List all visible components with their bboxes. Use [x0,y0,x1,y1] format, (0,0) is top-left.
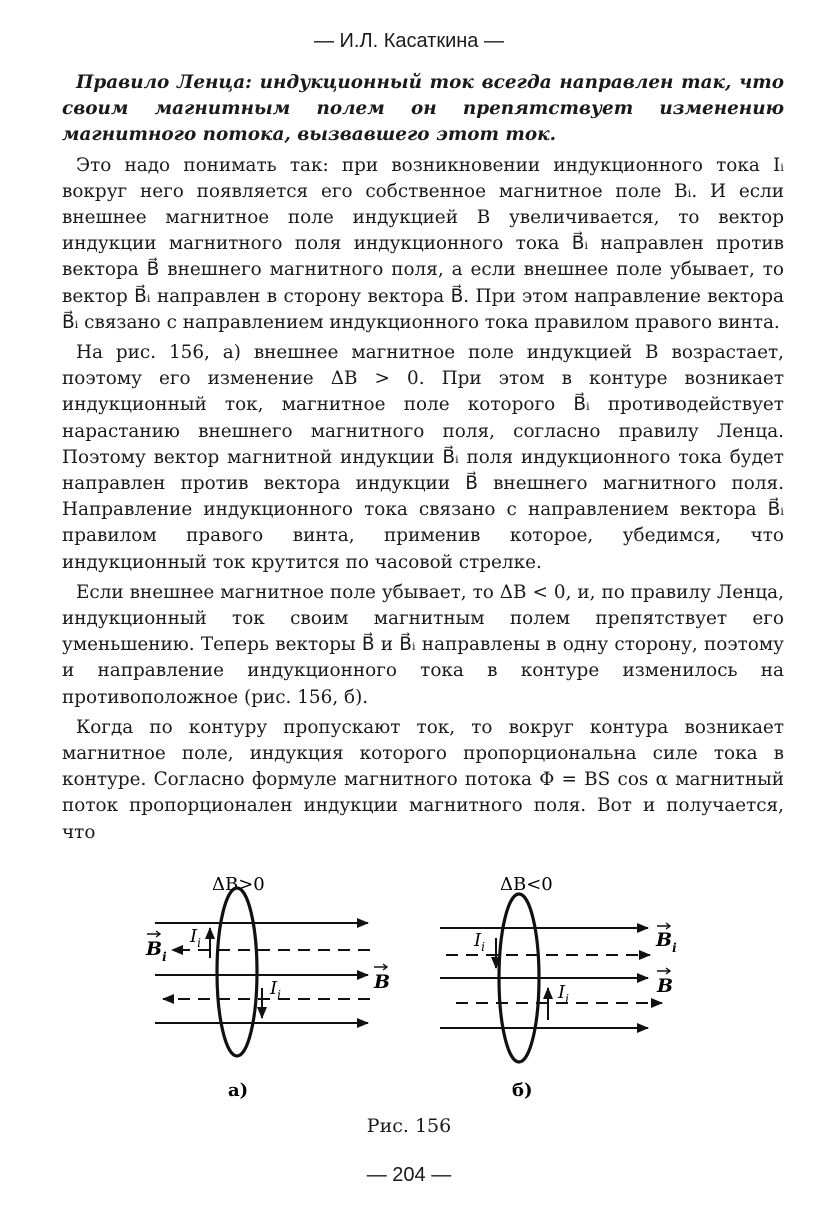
condition-a: ΔB>0 [212,874,265,895]
current-label: $I_i$ [474,930,485,954]
page-number: — 204 — [366,1164,452,1186]
figure-a-label: а) [228,1080,249,1101]
rule-body: : индукционный ток всегда направлен так, что своим магнитным полем он препятствует изменению магнитного потока, вызвавшего этот ток. [62,72,784,146]
conductor-loop [217,888,257,1056]
condition-b: ΔB<0 [500,874,553,895]
current-label: $I_i$ [190,926,201,950]
running-header: — И.Л. Касаткина — [314,30,504,52]
figure-caption: Рис. 156 [366,1115,452,1137]
vector-arrow-icon [147,931,160,937]
lenz-rule-paragraph [62,70,784,149]
induced-field-label: $B_i$ [146,938,167,964]
vector-arrow-icon [374,964,387,970]
paragraph-2: На рис. 156, а) внешнее магнитное поле индукцией B возрастает, поэтому его изменение ΔB > 0. При этом в контуре возникает индукционный ток, магнитное поле которого B⃗ᵢ противодействует нарастанию внешнего магнитного поля, согласно правилу Ленца. Поэтому вектор магнитной индукции B⃗ᵢ поля индукционного тока будет направлен против вектора индукции B⃗ внешнего магнитного поля. Направление индукционного тока связано с направлением вектора B⃗ᵢ правилом правого винта, применив которое, убедимся, что индукционный ток крутится по часовой стрелке. [62,342,784,573]
paragraph-4: Когда по контуру пропускают ток, то вокруг контура возникает магнитное поле, индукция которого пропорциональна силе тока в контуре. Согласно формуле магнитного потока Φ = BS cos α магнитный поток пропорционален индукции магнитного поля. Вот и получается, что [62,716,784,843]
paragraph-3: Если внешнее магнитное поле убывает, то ΔB < 0, и, по правилу Ленца, индукционный ток своим магнитным полем препятствует его уменьшению. Теперь векторы B⃗ и B⃗ᵢ направлены в одну сторону, поэтому и направление индукционного тока в контуре изменилось на противоположное (рис. 156, б). [62,581,784,708]
figure-a [145,874,390,1101]
paragraph-1: Это надо понимать так: при возникновении индукционного тока Iᵢ вокруг него появляется его собственное магнитное поле Bᵢ. И если внешнее магнитное поле индукцией B увеличивается, то вектор индукции магнитного поля индукционного тока B⃗ᵢ направлен против вектора B⃗ внешнего магнитного поля, а если внешнее поле убывает, то вектор B⃗ᵢ направлен в сторону вектора B⃗. При этом направление вектора B⃗ᵢ связано с направлением индукционного тока правилом правого винта. [62,154,784,333]
body-text [62,70,784,850]
induced-field-label: $B_i$ [656,929,677,955]
field-label: B [374,971,391,993]
vector-arrow-icon [657,968,670,974]
rule-lead: Правило Ленца [76,72,246,93]
figure-b [440,874,677,1101]
current-label: $I_i$ [558,982,569,1006]
field-label: B [657,975,674,997]
figure-b-label: б) [512,1080,533,1101]
figure-156 [0,860,818,1110]
current-label: $I_i$ [270,978,281,1002]
